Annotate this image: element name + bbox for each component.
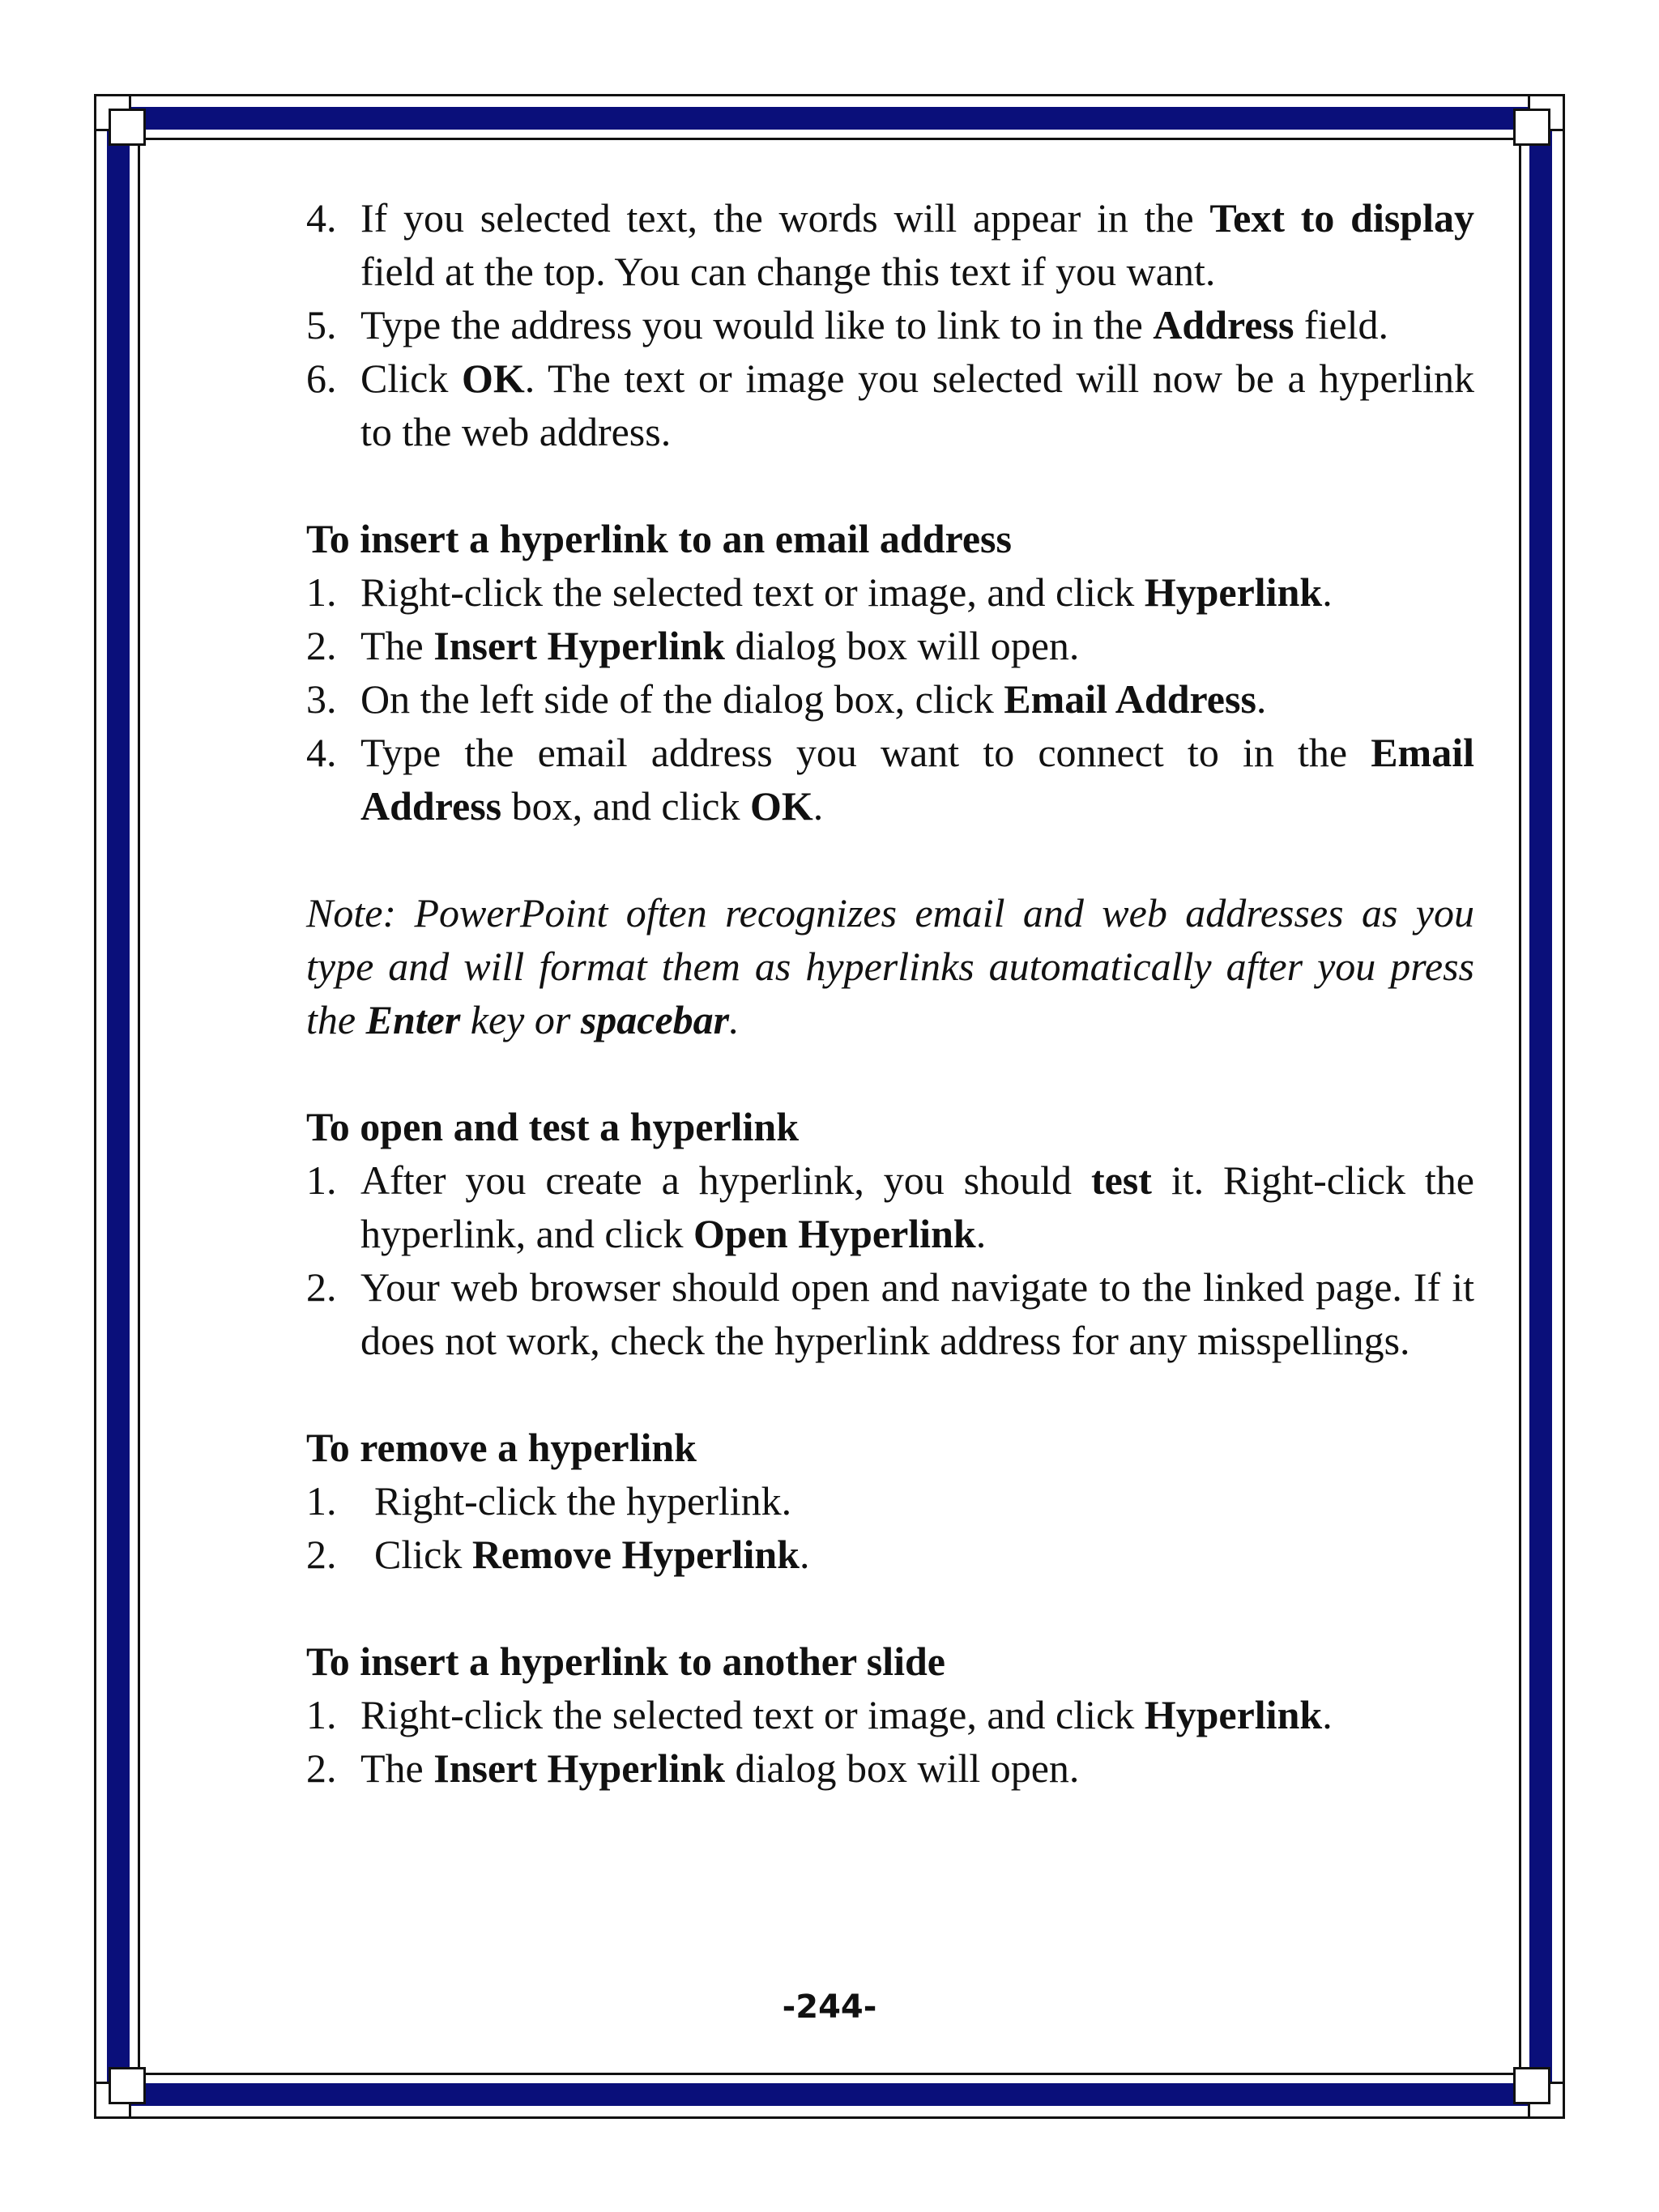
section-heading-slide-link: To insert a hyperlink to another slide xyxy=(306,1639,945,1684)
list-item: 4. Type the email address you want to connect to in the Email Address box, and click OK. xyxy=(306,726,1474,833)
list-item: 1. Right-click the selected text or image, and click Hyperlink. xyxy=(306,565,1474,619)
ui-term: Remove Hyperlink xyxy=(471,1532,800,1577)
list-item: 1. Right-click the hyperlink. xyxy=(306,1474,1474,1528)
list-number: 2. xyxy=(306,1264,337,1310)
list-item: 6. Click OK. The text or image you selected will now be a hyperlink to the web address. xyxy=(306,352,1474,458)
ui-term: Address xyxy=(1153,302,1294,347)
ui-term: test xyxy=(1090,1157,1152,1203)
corner-ornament-top-left xyxy=(94,94,159,159)
corner-ornament-bottom-left xyxy=(94,2054,159,2119)
section-heading-remove: To remove a hyperlink xyxy=(306,1425,697,1470)
border-band-right xyxy=(1529,107,1552,2106)
list-number: 2. xyxy=(306,1532,337,1577)
page-number: -244- xyxy=(782,1988,877,2026)
list-number: 1. xyxy=(306,1157,337,1203)
list-item: 5. Type the address you would like to link to in the Address field. xyxy=(306,298,1474,352)
list-item: 2. The Insert Hyperlink dialog box will open. xyxy=(306,1741,1474,1795)
list-item: 2. Click Remove Hyperlink. xyxy=(306,1528,1474,1581)
ui-term: OK xyxy=(750,783,813,829)
open-test-steps-list xyxy=(306,1153,1474,1367)
ui-term: Email Address xyxy=(360,730,1474,829)
ui-term: Hyperlink xyxy=(1144,1692,1323,1737)
list-number: 2. xyxy=(306,623,337,668)
ui-term: Insert Hyperlink xyxy=(433,1745,725,1791)
corner-ornament-bottom-right xyxy=(1500,2054,1565,2119)
slide-link-steps-list xyxy=(306,1688,1474,1795)
remove-steps-list xyxy=(306,1474,1474,1581)
border-band-bottom xyxy=(107,2083,1552,2106)
border-band-left xyxy=(107,107,130,2106)
web-link-steps-list xyxy=(306,191,1474,458)
key-term: spacebar xyxy=(580,997,730,1042)
email-link-steps-list xyxy=(306,565,1474,833)
list-item: 2. The Insert Hyperlink dialog box will open. xyxy=(306,619,1474,672)
list-number: 5. xyxy=(306,302,337,347)
list-number: 1. xyxy=(306,569,337,615)
section-heading-email-link: To insert a hyperlink to an email address xyxy=(306,516,1012,561)
key-term: Enter xyxy=(365,997,461,1042)
list-number: 2. xyxy=(306,1745,337,1791)
list-number: 4. xyxy=(306,730,337,775)
note-paragraph: Note: PowerPoint often recognizes email and web addresses as you type and will format them as hyperlinks automatically after you press the Enter key or spacebar. xyxy=(306,890,1474,1042)
ui-term: Hyperlink xyxy=(1144,569,1323,615)
list-number: 4. xyxy=(306,195,337,241)
corner-ornament-top-right xyxy=(1500,94,1565,159)
page-content xyxy=(306,191,1474,1795)
list-item: 3. On the left side of the dialog box, click Email Address. xyxy=(306,672,1474,726)
list-item: 2. Your web browser should open and navigate to the linked page. If it does not work, check the hyperlink address for any misspellings. xyxy=(306,1260,1474,1367)
ui-term: Insert Hyperlink xyxy=(433,623,725,668)
list-item: 1. Right-click the selected text or image, and click Hyperlink. xyxy=(306,1688,1474,1741)
list-number: 1. xyxy=(306,1478,337,1524)
list-number: 6. xyxy=(306,356,337,401)
section-heading-open-test: To open and test a hyperlink xyxy=(306,1104,800,1149)
ui-term: Text to display xyxy=(1209,195,1474,241)
ui-term: Open Hyperlink xyxy=(693,1211,976,1256)
ui-term: Email Address xyxy=(1004,676,1256,722)
list-item: 4. If you selected text, the words will appear in the Text to display field at the top. You can change this text if you want. xyxy=(306,191,1474,298)
list-number: 1. xyxy=(306,1692,337,1737)
border-band-top xyxy=(107,107,1552,130)
list-number: 3. xyxy=(306,676,337,722)
ui-term: OK xyxy=(461,356,525,401)
list-item: 1. After you create a hyperlink, you should test it. Right-click the hyperlink, and click Open Hyperlink. xyxy=(306,1153,1474,1260)
